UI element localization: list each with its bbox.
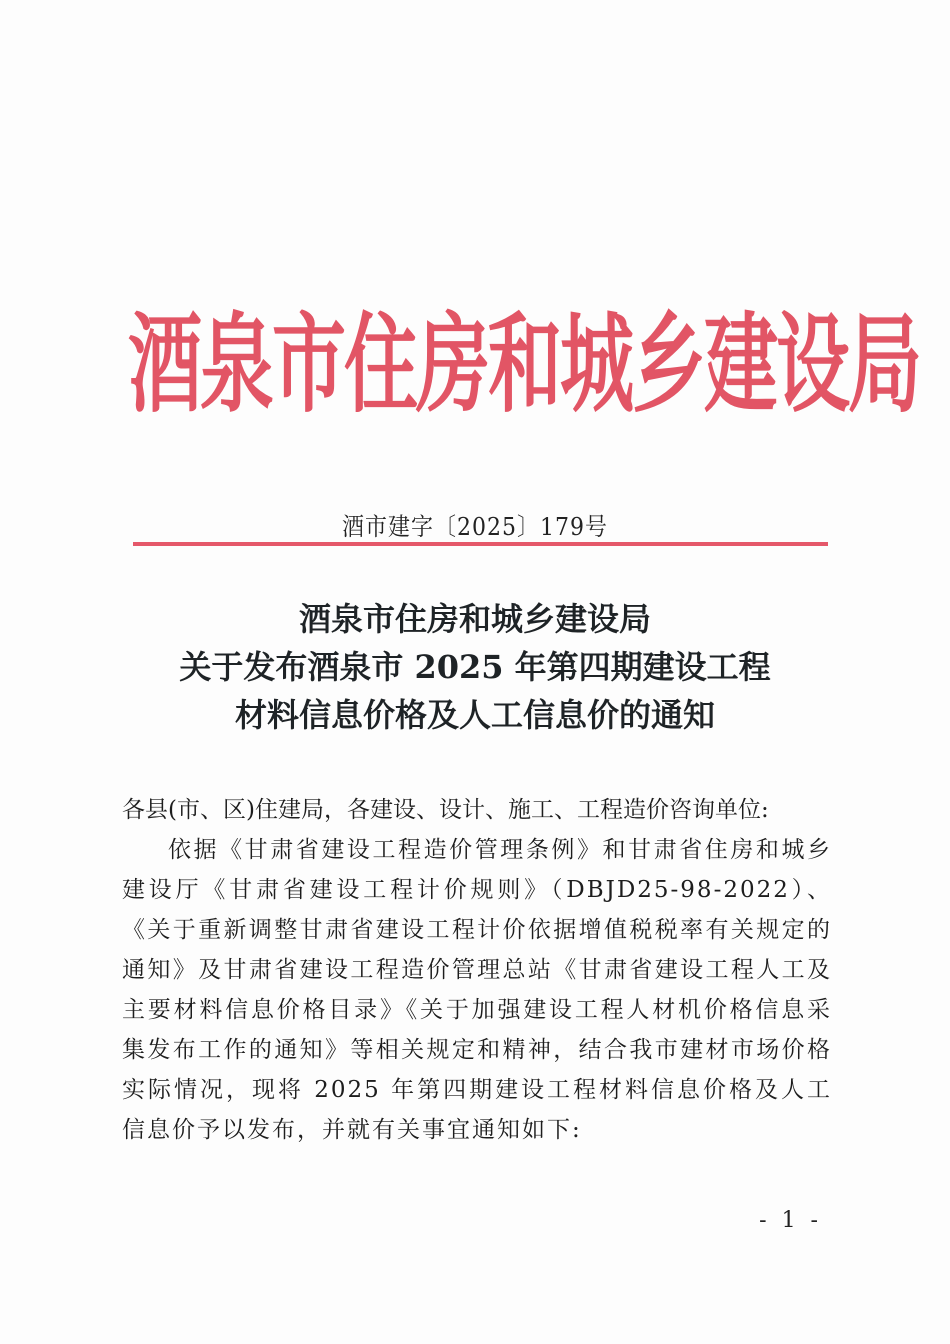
title-line-2: 关于发布酒泉市 2025 年第四期建设工程 [179, 648, 771, 686]
title-line-1: 酒泉市住房和城乡建设局 [298, 600, 651, 638]
page-number: - 1 - [759, 1208, 822, 1233]
document-title [0, 595, 950, 739]
body-paragraph: 依据《甘肃省建设工程造价管理条例》和甘肃省住房和城乡建设厅《甘肃省建设工程计价规则》（DBJD25-98-2022）、《关于重新调整甘肃省建设工程计价依据增值税税率有关规定的通知》及甘肃省建设工程造价管理总站《甘肃省建设工程人工及主要材料信息价格目录》《关于加强建设工程人材机价格信息采集发布工作的通知》等相关规定和精神，结合我市建材市场价格实际情况，现将 2025 年第四期建设工程材料信息价格及人工信息价予以发布，并就有关事宜通知如下: [122, 837, 832, 1143]
title-line-3: 材料信息价格及人工信息价的通知 [234, 696, 715, 734]
document-number: 酒市建字〔2025〕179号 [342, 513, 608, 542]
salutation: 各县(市、区)住建局，各建设、设计、施工、工程造价咨询单位: [122, 797, 769, 823]
issuer-masthead: 酒泉市住房和城乡建设局 [128, 302, 920, 428]
document-body [122, 790, 832, 1150]
red-divider-rule [133, 542, 828, 546]
